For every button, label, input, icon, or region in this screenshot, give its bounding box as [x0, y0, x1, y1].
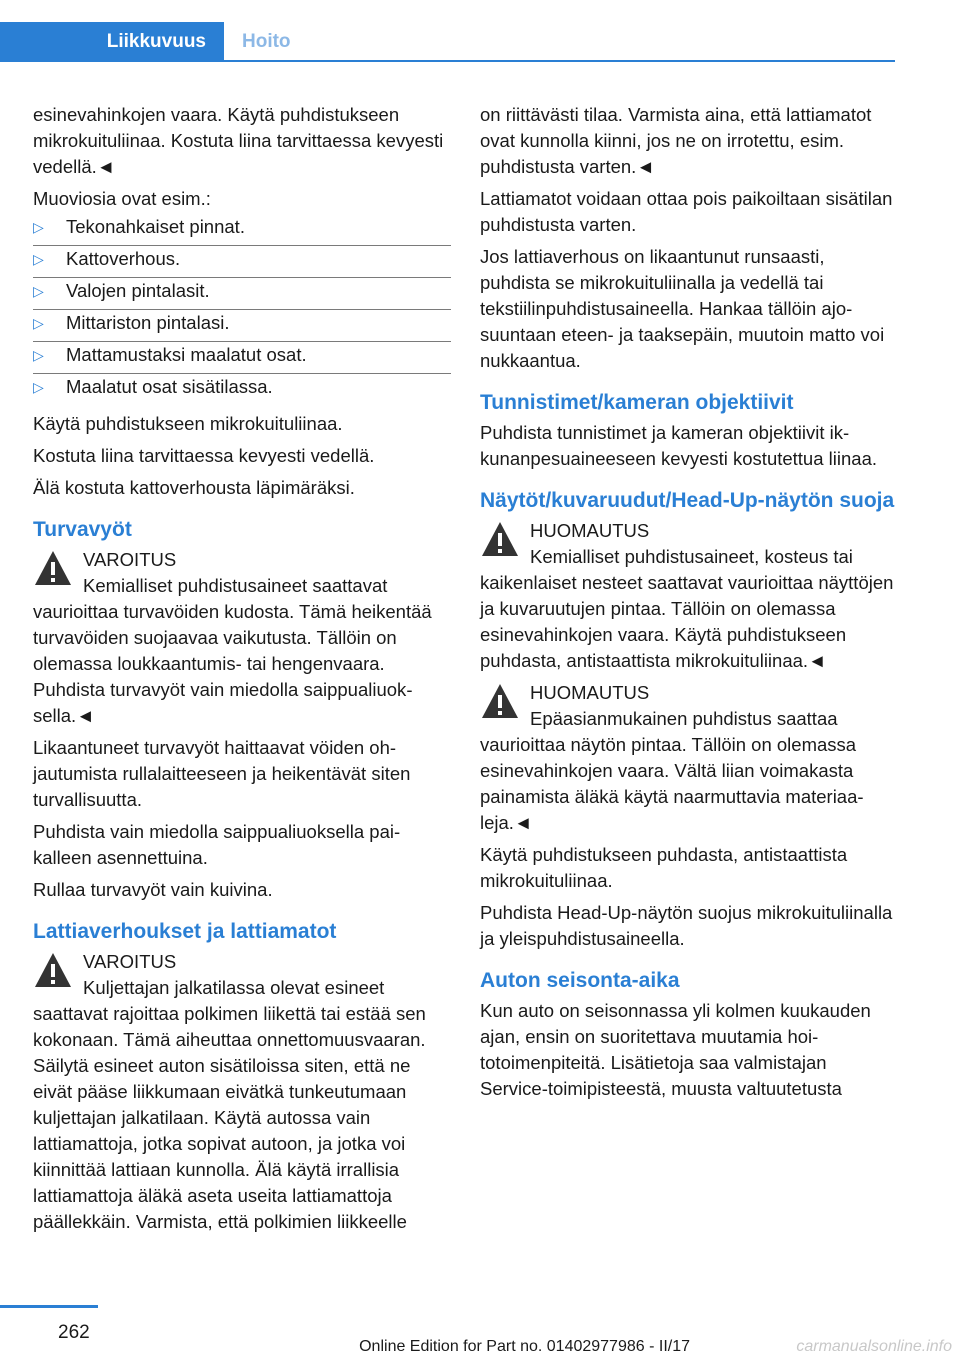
intro-paragraph: esinevahinkojen vaara. Käytä puhdistukseen mikrokuituliinaa. Kostuta liina tarvittaessa kevyesti vedellä.◄ — [33, 104, 444, 177]
plastics-intro: Muoviosia ovat esim.: — [33, 188, 211, 209]
section-heading-seatbelts: Turvavyöt — [33, 518, 132, 541]
notice-label: HUOMAUTUS — [530, 682, 650, 703]
footer-accent-line — [0, 1305, 98, 1308]
tab-liikkuvuus[interactable]: Liikkuvuus — [0, 22, 224, 61]
paragraph: Käytä puhdistukseen puhdasta, antistaattista mikrokuituliinaa. — [480, 844, 848, 891]
triangle-bullet-icon: ▷ — [33, 379, 44, 395]
list-item: ▷ Valojen pintalasit. — [33, 278, 451, 310]
tab-hoito[interactable]: Hoito — [242, 30, 291, 52]
plastics-list — [33, 214, 451, 405]
list-item: ▷ Mattamustaksi maalatut osat. — [33, 342, 451, 374]
paragraph: Puhdista vain miedolla saippualiuoksella paikalleen asennettuina. — [33, 821, 401, 868]
section-heading-floor: Lattiaverhoukset ja lattiamatot — [33, 920, 337, 943]
warning-text: vaurioittaa turvavöiden kudosta. Tämä heikentää turvavöiden suojaavaa vaikutusta. Tällöin on olemassa loukkaantumis- tai hengenvaara. Puhdista turvavyöt vain miedolla saippualiuoksella.◄ — [33, 601, 432, 726]
page-number: 262 — [58, 1322, 90, 1343]
paragraph: Rullaa turvavyöt vain kuivina. — [33, 879, 273, 900]
paragraph: Älä kostuta kattoverhousta läpimäräksi. — [33, 477, 355, 498]
triangle-bullet-icon: ▷ — [33, 347, 44, 363]
warning-triangle-icon — [480, 520, 520, 558]
notice-block — [480, 518, 898, 674]
warning-block — [33, 547, 451, 729]
notice-text: kaikenlaiset nesteet saattavat vaurioittaa näyttöjen ja kuvaruutujen pintaa. Tällöin on olemassa esinevahinkojen vaara. Käytä puhdistukseen puhdasta, antistaattista mikrokuituliinaa.◄ — [480, 572, 894, 671]
continued-paragraph: on riittävästi tilaa. Varmista aina, että lattiamatot ovat kunnolla kiinni, jos ne on irrotettu, esim. puhdistusta varten.◄ — [480, 104, 872, 177]
warning-block — [33, 949, 451, 1235]
notice-label: HUOMAUTUS — [530, 520, 650, 541]
warning-triangle-icon — [480, 682, 520, 720]
tab-underline — [0, 60, 895, 62]
warning-first-line: Kuljettajan jalkatilassa olevat esineet — [83, 977, 385, 998]
section-heading-displays: Näytöt/kuvaruudut/Head-Up-näytön suoja — [480, 489, 895, 512]
warning-text: saattavat rajoittaa polkimen liikettä tai estää sen kokonaan. Tämä aiheuttaa onnettomuusvaaran. Säilytä esineet auton sisätiloissa siten, että ne eivät pääse liikkumaan eivätkä tunkeutumaan kuljettajan jalkatilaan. Käytä autossa vain lattiamattoja, jotka sopivat autoon, ja jotka voi kiinnittää lattiaan kunnolla. Älä käytä irrallisia lattiamattoja äläkä aseta useita lattiamattoja päällekkäin. Varmista, että polkimien liikkeelle — [33, 1003, 426, 1232]
triangle-bullet-icon: ▷ — [33, 283, 44, 299]
paragraph: Likaantuneet turvavyöt haittaavat vöiden ohjautumista rullalaitteeseen ja heikentävät siten turvallisuutta. — [33, 737, 411, 810]
top-tab-bar — [0, 22, 895, 62]
paragraph: Kun auto on seisonnassa yli kolmen kuukauden ajan, ensin on suoritettava muutamia hoitotoimenpiteitä. Lisätietoja saa valmistajan Service-toimipisteestä, muusta valtuutetusta — [480, 1000, 871, 1099]
notice-first-line: Epäasianmukainen puhdistus saattaa — [530, 708, 838, 729]
triangle-bullet-icon: ▷ — [33, 251, 44, 267]
notice-block — [480, 680, 898, 836]
notice-text: vaurioittaa näytön pintaa. Tällöin on olemassa esinevahinkojen vaara. Vältä liian voimakasta painamista äläkä käytä naarmuttavia materiaaleja.◄ — [480, 734, 864, 833]
right-column — [480, 102, 898, 1108]
paragraph: Jos lattiaverhous on likaantunut runsaasti, puhdista se mikrokuituliinalla ja vedellä tai tekstiilinpuhdistusaineella. Hankaa tällöin ajosuuntaan eteen- ja taaksepäin, muutoin matto voi nukkaantua. — [480, 246, 885, 371]
warning-triangle-icon — [33, 549, 73, 587]
paragraph: Käytä puhdistukseen mikrokuituliinaa. — [33, 413, 343, 434]
paragraph: Puhdista tunnistimet ja kameran objektiivit ikkunanpesuaineeseen kevyesti kostutettua liinaa. — [480, 422, 877, 469]
warning-label: VAROITUS — [83, 549, 177, 570]
warning-label: VAROITUS — [83, 951, 177, 972]
warning-triangle-icon — [33, 951, 73, 989]
section-heading-sensors: Tunnistimet/kameran objektiivit — [480, 391, 794, 414]
left-column — [33, 102, 451, 1241]
list-item: ▷ Mittariston pintalasi. — [33, 310, 451, 342]
section-heading-storage: Auton seisonta-aika — [480, 969, 680, 992]
list-item: ▷ Tekonahkaiset pinnat. — [33, 214, 451, 246]
paragraph: Puhdista Head-Up-näytön suojus mikrokuituliinalla ja yleispuhdistusaineella. — [480, 902, 893, 949]
warning-first-line: Kemialliset puhdistusaineet saattavat — [83, 575, 388, 596]
paragraph: Lattiamatot voidaan ottaa pois paikoiltaan sisätilan puhdistusta varten. — [480, 188, 893, 235]
triangle-bullet-icon: ▷ — [33, 315, 44, 331]
notice-first-line: Kemialliset puhdistusaineet, kosteus tai — [530, 546, 853, 567]
list-item: ▷ Kattoverhous. — [33, 246, 451, 278]
watermark-logo: carmanualsonline.info — [796, 1338, 952, 1355]
edition-note: Online Edition for Part no. 01402977986 - II/17 — [359, 1338, 690, 1355]
paragraph: Kostuta liina tarvittaessa kevyesti vedellä. — [33, 445, 375, 466]
triangle-bullet-icon: ▷ — [33, 219, 44, 235]
list-item: ▷ Maalatut osat sisätilassa. — [33, 374, 451, 405]
